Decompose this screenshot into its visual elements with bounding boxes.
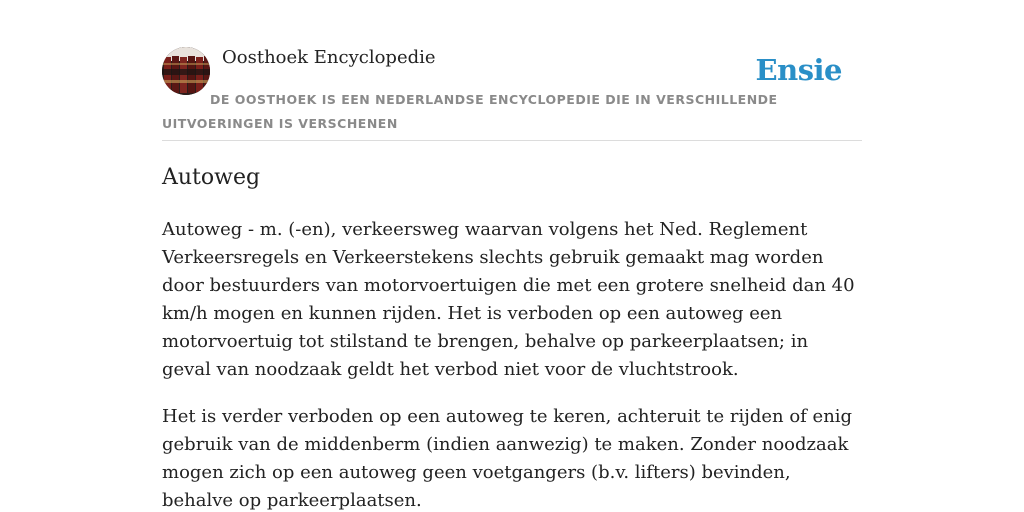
article-paragraph-1: Autoweg - m. (-en), verkeersweg waarvan volgens het Ned. Reglement Verkeersregels en Verkeerstekens slechts gebruik gemaakt mag worden door bestuurders van motorvoertuigen die met een grotere snelheid dan 40 km/h mogen en kunnen rijden. Het is verboden op een autoweg een motorvoertuig tot stilstand te brengen, behalve op parkeerplaatsen; in geval van noodzaak geldt het verbod niet voor de vluchtstrook.	[162, 219, 855, 380]
source-title[interactable]: Oosthoek Encyclopedie	[222, 47, 436, 68]
source-description: DE OOSTHOEK IS EEN NEDERLANDSE ENCYCLOPEDIE DIE IN VERSCHILLENDE UITVOERINGEN IS VERSCHENEN	[162, 92, 778, 131]
article-body	[162, 216, 862, 512]
article-title: Autoweg	[162, 165, 261, 190]
source-header	[162, 46, 862, 141]
article-paragraph-2: Het is verder verboden op een autoweg te keren, achteruit te rijden of enig gebruik van de middenberm (indien aanwezig) te maken. Zonder noodzaak mogen zich op een autoweg geen voetgangers (b.v. lifters) bevinden, behalve op parkeerplaatsen.	[162, 406, 853, 511]
ensie-logo[interactable]: Ensie	[755, 53, 842, 87]
